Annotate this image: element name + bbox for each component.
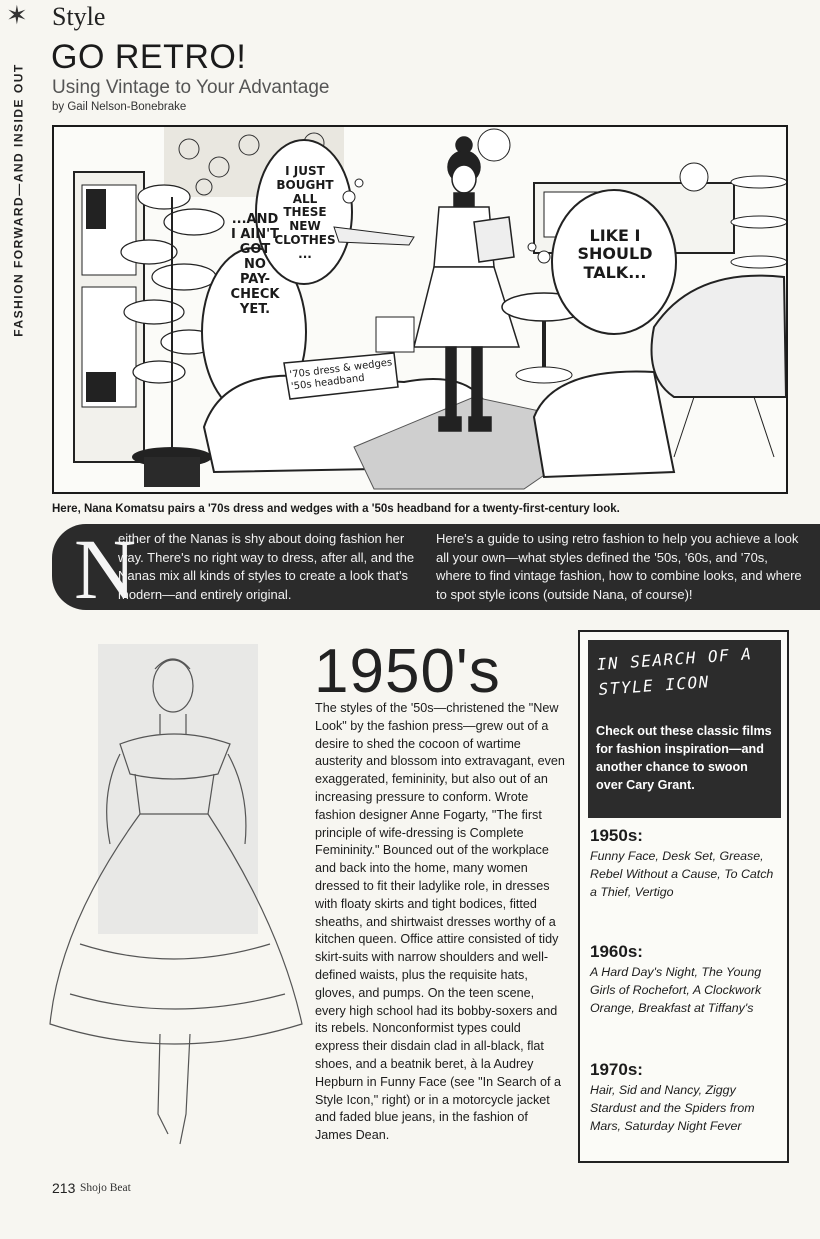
sidebar-intro: Check out these classic films for fashion inspiration—and another chance to swoon over Cary Grant. [596, 724, 772, 792]
article-title: GO RETRO! [51, 38, 247, 76]
era-films: Hair, Sid and Nancy, Ziggy Stardust and the Spiders from Mars, Saturday Night Fever [590, 1083, 755, 1133]
outfit-note-card: '70s dress & wedges '50s headband [289, 357, 393, 393]
era-1950s [590, 826, 780, 901]
era-title: 1950s: [590, 826, 643, 845]
era-1970s [590, 1060, 780, 1135]
manga-artwork [54, 127, 786, 492]
intro-band [52, 521, 820, 617]
side-label [4, 40, 34, 360]
sparkle-icon: ✶ [6, 0, 28, 30]
era-films: Funny Face, Desk Set, Grease, Rebel Without a Cause, To Catch a Thief, Vertigo [590, 849, 774, 899]
style-icon-sidebar [578, 630, 789, 1163]
speech-bubble-bought: I JUST BOUGHT ALL THESE NEW CLOTHES ... [274, 164, 336, 261]
sidebar-header [588, 640, 781, 818]
intro-column-1: either of the Nanas is shy about doing fashion her way. There's no right way to dress, after all, and the Nanas mix all kinds of styles to create a look that's modern—and entirely original. [118, 531, 415, 602]
manga-illustration [52, 125, 788, 494]
era-title: 1960s: [590, 942, 643, 961]
page-number: 213 [52, 1180, 76, 1196]
intro-column-2: Here's a guide to using retro fashion to help you achieve a look all your own—what styles defined the '50s, '60s, and '70s, where to find vintage fashion, how to combine looks, and where to spot style icons (outside Nana, of course)! [436, 531, 802, 602]
section-name: Style [52, 2, 106, 31]
fashion-sketch-illustration [40, 644, 312, 1164]
decade-body-text: The styles of the '50s—christened the "New Look" by the fashion press—grew out of a desire to shed the cocoon of wartime austerity and blossom into extravagant, even exaggerated, femininity, but also out of an increasing pressure to conform. Wrote fashion designer Anne Fogarty, "The first principle of wife-dressing is Complete Femininity." Bounced out of the workplace and back into the home, many women dressed to fit their ladylike role, in dresses with floaty skirts and tight bodices, fitted sheaths, and shirtwaist dresses worthy of a kitchen queen. Office attire consisted of tidy skirt-suits with narrow shoulders and well-defined waists, plus the requisite hats, gloves, and pumps. On the teen scene, every high school had its bobby-soxers and its rebels. Nonconformist types could express their disdain clad in all-black, flat shoes, and a beatnik beret, à la Audrey Hepburn in Funny Face (see "In Search of a Style Icon," right) or in a motorcycle jacket and faded blue jeans, in the fashion of James Dean. [315, 701, 565, 1143]
article-subtitle: Using Vintage to Your Advantage [52, 77, 330, 98]
era-films: A Hard Day's Night, The Young Girls of Rochefort, A Clockwork Orange, Breakfast at Tiffany's [590, 965, 762, 1015]
sidebar-title: IN SEARCH OF A STYLE ICON [596, 644, 754, 699]
drop-cap: N [74, 521, 137, 617]
illustration-caption: Here, Nana Komatsu pairs a '70s dress and wedges with a '50s headband for a twenty-first-century look. [52, 503, 620, 515]
era-1960s [590, 942, 780, 1017]
magazine-name: Shojo Beat [80, 1182, 131, 1194]
speech-bubble-paycheck: ...AND I AIN'T GOT NO PAY- CHECK YET. [230, 212, 280, 317]
speech-bubble-should-talk: LIKE I SHOULD TALK... [577, 226, 653, 282]
article-byline: by Gail Nelson-Bonebrake [52, 101, 187, 113]
decade-heading: 1950's [314, 637, 501, 706]
era-title: 1970s: [590, 1060, 643, 1079]
side-label-text: FASHION FORWARD—AND INSIDE OUT [12, 63, 27, 337]
